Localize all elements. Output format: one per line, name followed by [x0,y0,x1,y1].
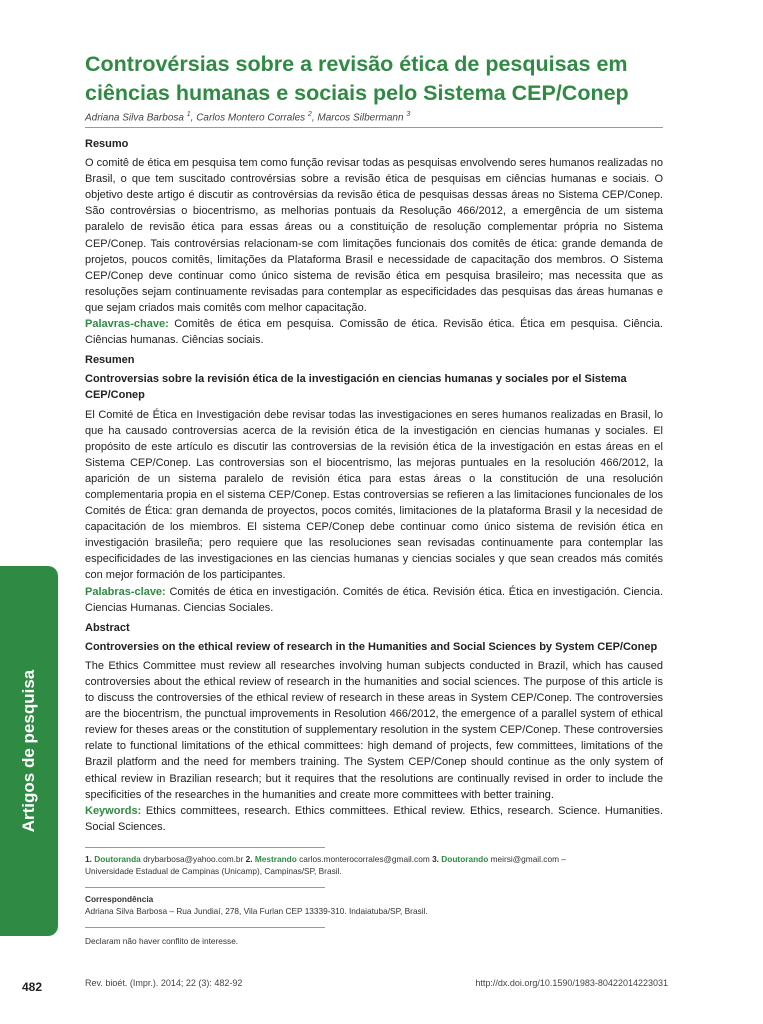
author-affiliation-marker: 1 [186,111,191,118]
keywords-label: Palavras-chave: [85,318,169,331]
conflict-statement: Declaram não haver conflito de interesse. [85,936,239,946]
side-tab-label: Artigos de pesquisa [19,669,38,833]
page-number: 482 [22,980,43,994]
abstract-subtitle: Controversies on the ethical review of research in the Humanities and Social Sciences by System CEP/Conep [85,640,658,653]
resumen-text: El Comité de Ética en Investigación debe revisar todas las investigaciones en seres humanos realizadas en Brasil, lo que ha causado controversias acerca de la revisión ética de la investigación en ciencias humanas y sociales. El propósito de este artículo es discutir las controversias de la revisión ética de la investigación en estas áreas en el Sistema CEP/Conep. Las controversias son el biocentrismo, las mejoras puntuales en la resolución 466/2012, la aparición de un sistema paralelo de revisión ética para estas áreas o la constitución de una resolución complementaria propia en el sistema CEP/Conep. Estas controversias se refieren a las limitaciones funcionales de los Comités de Ética: gran demanda de proyectos, pocos comités, limitaciones de la plataforma Brasil y la necesidad de capacitación de los miembros. El sistema CEP/Conep debe continuar como único sistema de revisión ética en investigación brasileña; pero requiere que las resoluciones sean revisadas continuamente para contemplar las especificidades de las investigaciones en las ciencias humanas y ciencias sociales y que sean creados más comités con mejor formación de los participantes. [85,408,663,582]
resumo-text: O comitê de ética em pesquisa tem como função revisar todas as pesquisas envolvendo seres humanos realizadas no Brasil, o que tem suscitado controvérsias sobre a revisão ética de pesquisas em ciências humanas e sociais. O objetivo deste artigo é discutir as controvérsias da revisão ética de pesquisas dessas áreas no Sistema CEP/Conep. São controvérsias o biocentrismo, as melhorias pontuais da Resolução 466/2012, a emergência de um sistema paralelo de revisão ética para essas áreas ou a constituição de resolução complementar própria no Sistema CEP/Conep. Tais controvérsias relacionam-se com limitações funcionais dos comitês de ética: grande demanda de projetos, poucos comitês, limitações da Plataforma Brasil e necessidade de capacitação dos membros. O Sistema CEP/Conep deve continuar como único sistema de revisão ética em pesquisa brasileiro; mas necessita que as resoluções sejam continuamente revisadas para contemplar as especificidades das pesquisas das áreas humanas e que sejam criados mais comitês com melhor capacitação. [85,157,663,314]
resumen-heading: Resumen [85,354,135,367]
resumen-section [85,352,663,616]
keywords-label: Keywords: [85,804,142,817]
resumo-section [85,136,663,348]
abstract-section [85,620,663,835]
article-title: Controvérsias sobre a revisão ética de pesquisas em ciências humanas e sociais pelo Sistema CEP/Conep [85,52,629,105]
keywords-label: Palabras-clave: [85,585,166,598]
author-name: Adriana Silva Barbosa [85,112,184,124]
section-side-tab [0,566,58,936]
correspondence-block [85,893,663,917]
footnote-divider [85,847,325,848]
correspondence-text: Adriana Silva Barbosa – Rua Jundiaí, 278, Vila Furlan CEP 13339-310. Indaiatuba/SP, Brasil. [85,906,428,916]
correspondence-heading: Correspondência [85,894,154,904]
footnote-email: drybarbosa@yahoo.com.br [143,854,244,864]
doi-link[interactable]: http://dx.doi.org/10.1590/1983-80422014223031 [475,978,668,988]
footnote-number: 3. [432,854,439,864]
abstract-heading: Abstract [85,621,130,634]
abstract-text: The Ethics Committee must review all researches involving human subjects conducted in Brazil, which has caused controversies about the ethical review of research in the humanities and social sciences. The purpose of this article is to discuss the controversies of the ethical review of research in these areas in System CEP/Conep. The controversies are the biocentrism, the punctual improvements in Resolution 466/2012, the emergence of a parallel system of ethical review for theses areas or the constitution of supplementary resolution in the system CEP/Conep. These controversies relate to functional limitations of the ethical committees: high demand of projects, few committees, limitations of the Brazil platform and the need for members training. The System CEP/Conep should continue as the only system of ethical review in Brazilian research; but it requires that the resolutions are continually revised in order to include the specificities of the researches in the humanities and create more committees with better training. [85,659,663,801]
keywords-text: Comitês de ética em pesquisa. Comissão de ética. Revisão ética. Ética em pesquisa. Ciência. Ciências humanas. Ciências sociais. [85,318,663,347]
footnote-degree: Doutorando [441,854,489,864]
author-list: Adriana Silva Barbosa $^1$, Carlos Montero Corrales $^2$, Marcos Silbermann $^3$ [85,111,411,124]
footnote-number: 1. [85,854,92,864]
author-affiliation-marker: 2 [307,111,312,118]
footnote-divider [85,927,325,928]
journal-citation: Rev. bioét. (Impr.). 2014; 22 (3): 482-92 [85,978,243,988]
footnote-degree: Doutoranda [94,854,141,864]
footnote-email: carlos.monterocorrales@gmail.com [299,854,430,864]
resumo-heading: Resumo [85,138,129,150]
resumo-keywords [85,316,663,348]
resumen-subtitle: Controversias sobre la revisión ética de la investigación en ciencias humanas y sociales por el Sistema CEP/Conep [85,373,627,402]
footnote-number: 2. [245,854,253,864]
abstract-keywords [85,803,663,835]
footnote-affiliations [85,853,663,877]
footnote-institution: Universidade Estadual de Campinas (Unicamp), Campinas/SP, Brasil. [85,866,342,876]
keywords-text: Ethics committees, research. Ethics committees. Ethical review. Ethics, research. Science. Humanities. Social Sciences. [85,804,663,833]
header-divider [85,127,663,128]
author-name: Marcos Silbermann [317,112,404,124]
keywords-text: Comités de ética en investigación. Comités de ética. Revisión ética. Ética en investigación. Ciencia. Ciencias Humanas. Ciencias Sociales. [85,585,663,614]
resumen-keywords [85,584,663,616]
footnote-degree: Mestrando [254,854,297,864]
author-affiliation-marker: 3 [406,111,411,118]
footnote-email: meirsi@gmail.com – [490,854,566,864]
author-name: Carlos Montero Corrales [196,112,306,124]
footnote-divider [85,887,325,888]
abstracts-body [85,136,663,839]
